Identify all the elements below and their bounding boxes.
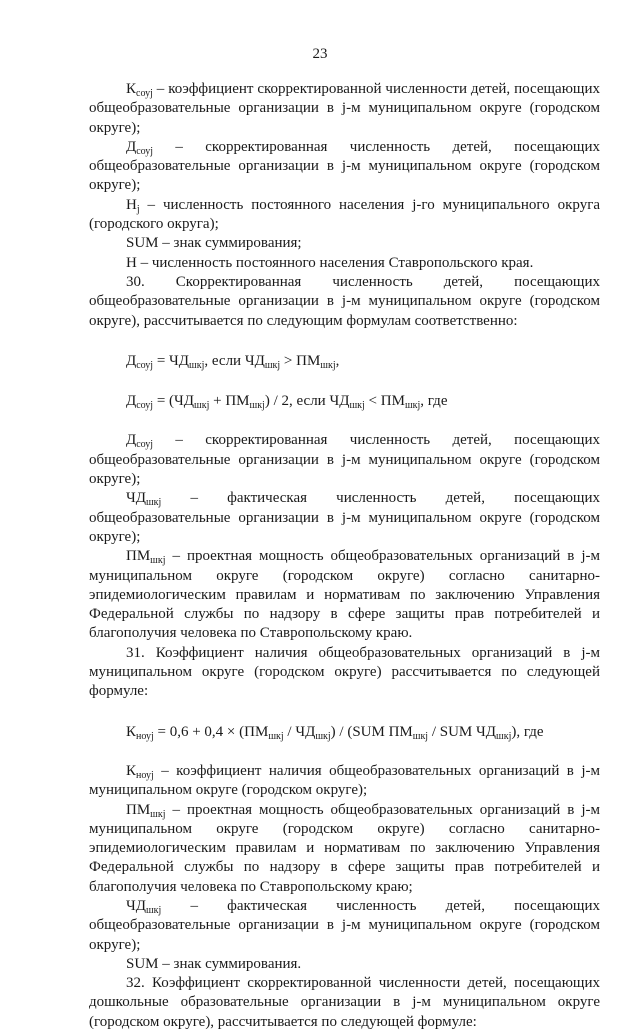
- paragraph: [89, 80, 600, 138]
- subscript: шкj: [249, 400, 265, 412]
- text-run: – фактическая численность детей, посещающих общеобразовательные организации в j-м муниципальном округе (городском округе);: [89, 897, 600, 953]
- paragraph: [89, 762, 600, 801]
- subscript: шкj: [189, 359, 205, 371]
- paragraph: [89, 974, 600, 1032]
- subscript: соуj: [136, 439, 154, 451]
- text-run: 31. Коэффициент наличия общеобразовательных организаций в j-м муниципальном округе (городском округе) рассчитывается по следующей формуле:: [89, 644, 600, 700]
- text-run: = ЧД: [153, 352, 190, 369]
- paragraph: [89, 273, 600, 331]
- text-run: = 0,6 + 0,4 × (ПМ: [153, 723, 269, 740]
- page-number: 23: [312, 46, 328, 62]
- paragraph: [89, 138, 600, 196]
- paragraph: [89, 196, 600, 235]
- subscript: соуj: [136, 88, 153, 99]
- subscript: шкj: [412, 730, 429, 742]
- text-run: SUM – знак суммирования.: [126, 955, 302, 972]
- text-run: = (ЧД: [153, 393, 195, 410]
- text-run: 32. Коэффициент скорректированной численности детей, посещающих дошкольные образовательные организации в j-м муниципальном округе (городском округе), рассчитывается по следующей формуле:: [89, 975, 600, 1030]
- subscript: шкj: [349, 400, 365, 412]
- paragraph: [89, 955, 600, 974]
- paragraph: [89, 254, 600, 273]
- subscript: шкj: [150, 808, 166, 820]
- text-run: ) / (SUM ПМ: [330, 723, 413, 740]
- text-run: – проектная мощность общеобразовательных организаций в j-м муниципальном округе (городском округе) согласно санитарно-эпидемиологическим правилам и нормативам по заключению Управления Федеральной службы по надзору в сфере защиты прав потребителей и благополучия человека по Ставропольскому краю.: [89, 548, 600, 642]
- text-run: + ПМ: [209, 393, 250, 410]
- text-run: – проектная мощность общеобразовательных организаций в j-м муниципальном округе (городском округе) согласно санитарно-эпидемиологическим правилам и нормативам по заключению Управления Федеральной службы по надзору в сфере защиты прав потребителей и благополучия человека по Ставропольскому краю;: [89, 801, 600, 895]
- text-run: ЧД: [126, 490, 146, 507]
- text-run: Н – численность постоянного населения Ставропольского края.: [126, 254, 534, 271]
- text-run: К: [126, 762, 137, 779]
- text-run: SUM – знак суммирования;: [126, 235, 302, 252]
- text-run: К: [126, 723, 137, 740]
- text-run: ПМ: [126, 801, 151, 818]
- subscript: шкj: [404, 400, 421, 412]
- subscript: шкj: [315, 730, 331, 742]
- text-run: ЧД: [126, 897, 146, 914]
- spacer: [89, 742, 600, 762]
- subscript: шкj: [145, 904, 162, 916]
- formula: [89, 352, 600, 371]
- text-run: – коэффициент наличия общеобразовательных организаций в j-м муниципальном округе (городском округе);: [89, 762, 600, 799]
- subscript: j: [136, 203, 140, 215]
- text-run: ПМ: [126, 548, 151, 565]
- paragraph: [89, 489, 600, 547]
- text-run: ,: [335, 352, 340, 369]
- spacer: [89, 411, 600, 431]
- text-run: , если ЧД: [204, 352, 265, 369]
- text-run: – фактическая численность детей, посещающих общеобразовательные организации в j-м муниципальном округе (городском округе);: [89, 490, 600, 545]
- text-run: – коэффициент скорректированной численности детей, посещающих общеобразовательные организации в j-м муниципальном округе (городском округе);: [89, 81, 600, 136]
- text-run: – скорректированная численность детей, посещающих общеобразовательные организации в j-м муниципальном округе (городском округе);: [89, 432, 600, 488]
- subscript: соуj: [136, 145, 154, 157]
- paragraph: [89, 547, 600, 643]
- subscript: шкj: [268, 730, 284, 742]
- formula: [89, 723, 600, 742]
- subscript: соуj: [136, 400, 154, 412]
- text-run: Д: [126, 432, 137, 449]
- spacer: [89, 702, 600, 723]
- text-run: ) / 2, если ЧД: [264, 393, 350, 410]
- paragraph: [89, 801, 600, 897]
- document-body: [89, 80, 600, 1032]
- text-run: ), где: [511, 723, 544, 740]
- subscript: шкj: [320, 359, 336, 371]
- text-run: / ЧД: [283, 723, 316, 740]
- text-run: Д: [126, 352, 137, 369]
- subscript: шкj: [264, 359, 281, 371]
- paragraph: [89, 644, 600, 702]
- spacer: [89, 331, 600, 352]
- paragraph: [89, 234, 600, 253]
- text-run: – численность постоянного населения j-го муниципального округа (городского округа);: [89, 196, 600, 233]
- text-run: / SUM ЧД: [428, 723, 497, 740]
- text-run: Н: [126, 196, 137, 213]
- subscript: ноуj: [136, 769, 154, 781]
- text-run: – скорректированная численность детей, посещающих общеобразовательные организации в j-м муниципальном округе (городском округе);: [89, 138, 600, 194]
- text-run: К: [126, 81, 137, 97]
- spacer: [89, 371, 600, 392]
- text-run: Д: [126, 138, 137, 155]
- subscript: ноуj: [136, 730, 154, 742]
- text-run: , где: [420, 393, 448, 410]
- subscript: шкj: [194, 400, 210, 412]
- text-run: 30. Скорректированная численность детей, посещающих общеобразовательные организации в j-м муниципальном округе (городском округе), рассчитывается по следующим формулам соответственно:: [89, 273, 600, 329]
- subscript: соуj: [136, 359, 154, 371]
- paragraph: [89, 431, 600, 489]
- subscript: шкj: [145, 497, 162, 509]
- text-run: > ПМ: [280, 352, 321, 369]
- text-run: < ПМ: [364, 393, 405, 410]
- formula: [89, 392, 600, 411]
- subscript: шкj: [496, 730, 512, 742]
- text-run: Д: [126, 393, 137, 410]
- paragraph: [89, 897, 600, 955]
- subscript: шкj: [150, 555, 166, 567]
